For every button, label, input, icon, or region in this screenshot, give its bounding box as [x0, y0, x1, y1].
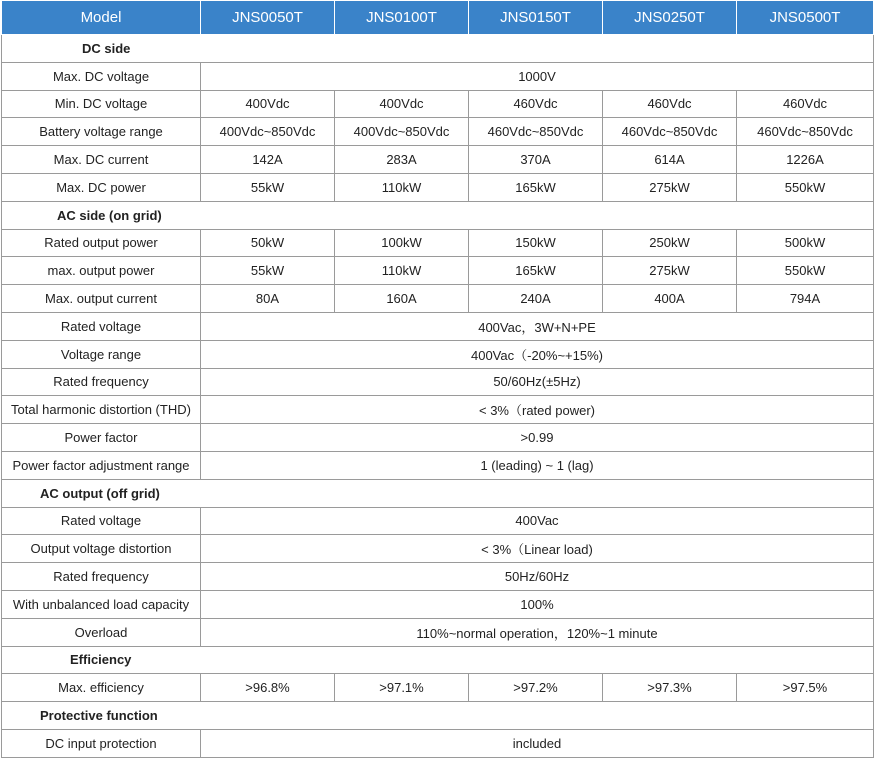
value-cell: 550kW — [737, 173, 874, 201]
row-label: DC input protection — [2, 729, 201, 757]
value-cell: 160A — [335, 285, 469, 313]
table-row — [2, 507, 874, 535]
value-cell: 165kW — [469, 173, 603, 201]
table-row — [2, 146, 874, 174]
value-cell-merged: 50Hz/60Hz — [201, 563, 874, 591]
value-cell-merged: 100% — [201, 590, 874, 618]
table-row — [2, 340, 874, 368]
table-row — [2, 424, 874, 452]
table-row — [2, 590, 874, 618]
section-row — [2, 35, 874, 63]
value-cell-merged: >0.99 — [201, 424, 874, 452]
row-label: Rated voltage — [2, 312, 201, 340]
header-cell: Model — [2, 1, 201, 35]
value-cell: 460Vdc~850Vdc — [737, 118, 874, 146]
value-cell-merged: included — [201, 729, 874, 757]
table-row — [2, 173, 874, 201]
value-cell: >97.1% — [335, 674, 469, 702]
value-cell: 1226A — [737, 146, 874, 174]
table-row — [2, 563, 874, 591]
value-cell: 80A — [201, 285, 335, 313]
value-cell: 614A — [603, 146, 737, 174]
table-row — [2, 396, 874, 424]
table-row — [2, 285, 874, 313]
section-row — [2, 201, 874, 229]
header-row — [2, 1, 874, 35]
value-cell: 150kW — [469, 229, 603, 257]
value-cell: 165kW — [469, 257, 603, 285]
value-cell: 400A — [603, 285, 737, 313]
header-cell: JNS0100T — [335, 1, 469, 35]
table-row — [2, 618, 874, 646]
value-cell: 240A — [469, 285, 603, 313]
row-label: Max. DC current — [2, 146, 201, 174]
table-row — [2, 257, 874, 285]
table-row — [2, 729, 874, 757]
value-cell: 550kW — [737, 257, 874, 285]
table-row — [2, 312, 874, 340]
row-label: Max. output current — [2, 285, 201, 313]
row-label: Max. DC power — [2, 173, 201, 201]
row-label: Power factor adjustment range — [2, 451, 201, 479]
value-cell: 460Vdc~850Vdc — [603, 118, 737, 146]
value-cell: 460Vdc~850Vdc — [469, 118, 603, 146]
header-cell: JNS0050T — [201, 1, 335, 35]
value-cell-merged: 1 (leading) ~ 1 (lag) — [201, 451, 874, 479]
section-title: Efficiency — [2, 646, 874, 674]
value-cell: 142A — [201, 146, 335, 174]
value-cell: 400Vdc~850Vdc — [201, 118, 335, 146]
section-title: DC side — [2, 35, 874, 63]
row-label: Voltage range — [2, 340, 201, 368]
section-row — [2, 479, 874, 507]
table-row — [2, 62, 874, 90]
value-cell: 400Vdc — [335, 90, 469, 118]
value-cell: >97.3% — [603, 674, 737, 702]
value-cell: 370A — [469, 146, 603, 174]
section-row — [2, 646, 874, 674]
value-cell: 500kW — [737, 229, 874, 257]
row-label: Min. DC voltage — [2, 90, 201, 118]
spec-table — [1, 0, 874, 758]
value-cell: 250kW — [603, 229, 737, 257]
row-label: Power factor — [2, 424, 201, 452]
value-cell-merged: 1000V — [201, 62, 874, 90]
value-cell-merged: 400Vac — [201, 507, 874, 535]
section-title: AC output (off grid) — [2, 479, 874, 507]
value-cell-merged: 110%~normal operation，120%~1 minute — [201, 618, 874, 646]
header-cell: JNS0250T — [603, 1, 737, 35]
table-header — [2, 1, 874, 35]
value-cell: 283A — [335, 146, 469, 174]
section-title: Protective function — [2, 702, 874, 730]
section-title: AC side (on grid) — [2, 201, 874, 229]
value-cell-merged: 400Vac，3W+N+PE — [201, 312, 874, 340]
table-body — [2, 35, 874, 758]
row-label: Rated output power — [2, 229, 201, 257]
value-cell: 55kW — [201, 173, 335, 201]
value-cell-merged: < 3%（Linear load) — [201, 535, 874, 563]
value-cell-merged: 400Vac（-20%~+15%) — [201, 340, 874, 368]
header-cell: JNS0500T — [737, 1, 874, 35]
row-label: Rated frequency — [2, 368, 201, 396]
value-cell: >96.8% — [201, 674, 335, 702]
table-row — [2, 451, 874, 479]
table-row — [2, 674, 874, 702]
value-cell: 275kW — [603, 257, 737, 285]
value-cell-merged: < 3%（rated power) — [201, 396, 874, 424]
row-label: Max. efficiency — [2, 674, 201, 702]
value-cell: 110kW — [335, 257, 469, 285]
row-label: Rated voltage — [2, 507, 201, 535]
table-row — [2, 118, 874, 146]
value-cell: >97.5% — [737, 674, 874, 702]
row-label: With unbalanced load capacity — [2, 590, 201, 618]
row-label: Overload — [2, 618, 201, 646]
row-label: max. output power — [2, 257, 201, 285]
value-cell: 110kW — [335, 173, 469, 201]
value-cell: 50kW — [201, 229, 335, 257]
table-row — [2, 535, 874, 563]
table-row — [2, 368, 874, 396]
value-cell-merged: 50/60Hz(±5Hz) — [201, 368, 874, 396]
row-label: Max. DC voltage — [2, 62, 201, 90]
row-label: Battery voltage range — [2, 118, 201, 146]
value-cell: 55kW — [201, 257, 335, 285]
value-cell: 794A — [737, 285, 874, 313]
value-cell: 460Vdc — [469, 90, 603, 118]
value-cell: 460Vdc — [603, 90, 737, 118]
table-row — [2, 90, 874, 118]
row-label: Total harmonic distortion (THD) — [2, 396, 201, 424]
value-cell: 100kW — [335, 229, 469, 257]
row-label: Output voltage distortion — [2, 535, 201, 563]
row-label: Rated frequency — [2, 563, 201, 591]
value-cell: 275kW — [603, 173, 737, 201]
value-cell: 460Vdc — [737, 90, 874, 118]
value-cell: 400Vdc~850Vdc — [335, 118, 469, 146]
section-row — [2, 702, 874, 730]
table-row — [2, 229, 874, 257]
header-cell: JNS0150T — [469, 1, 603, 35]
value-cell: 400Vdc — [201, 90, 335, 118]
value-cell: >97.2% — [469, 674, 603, 702]
